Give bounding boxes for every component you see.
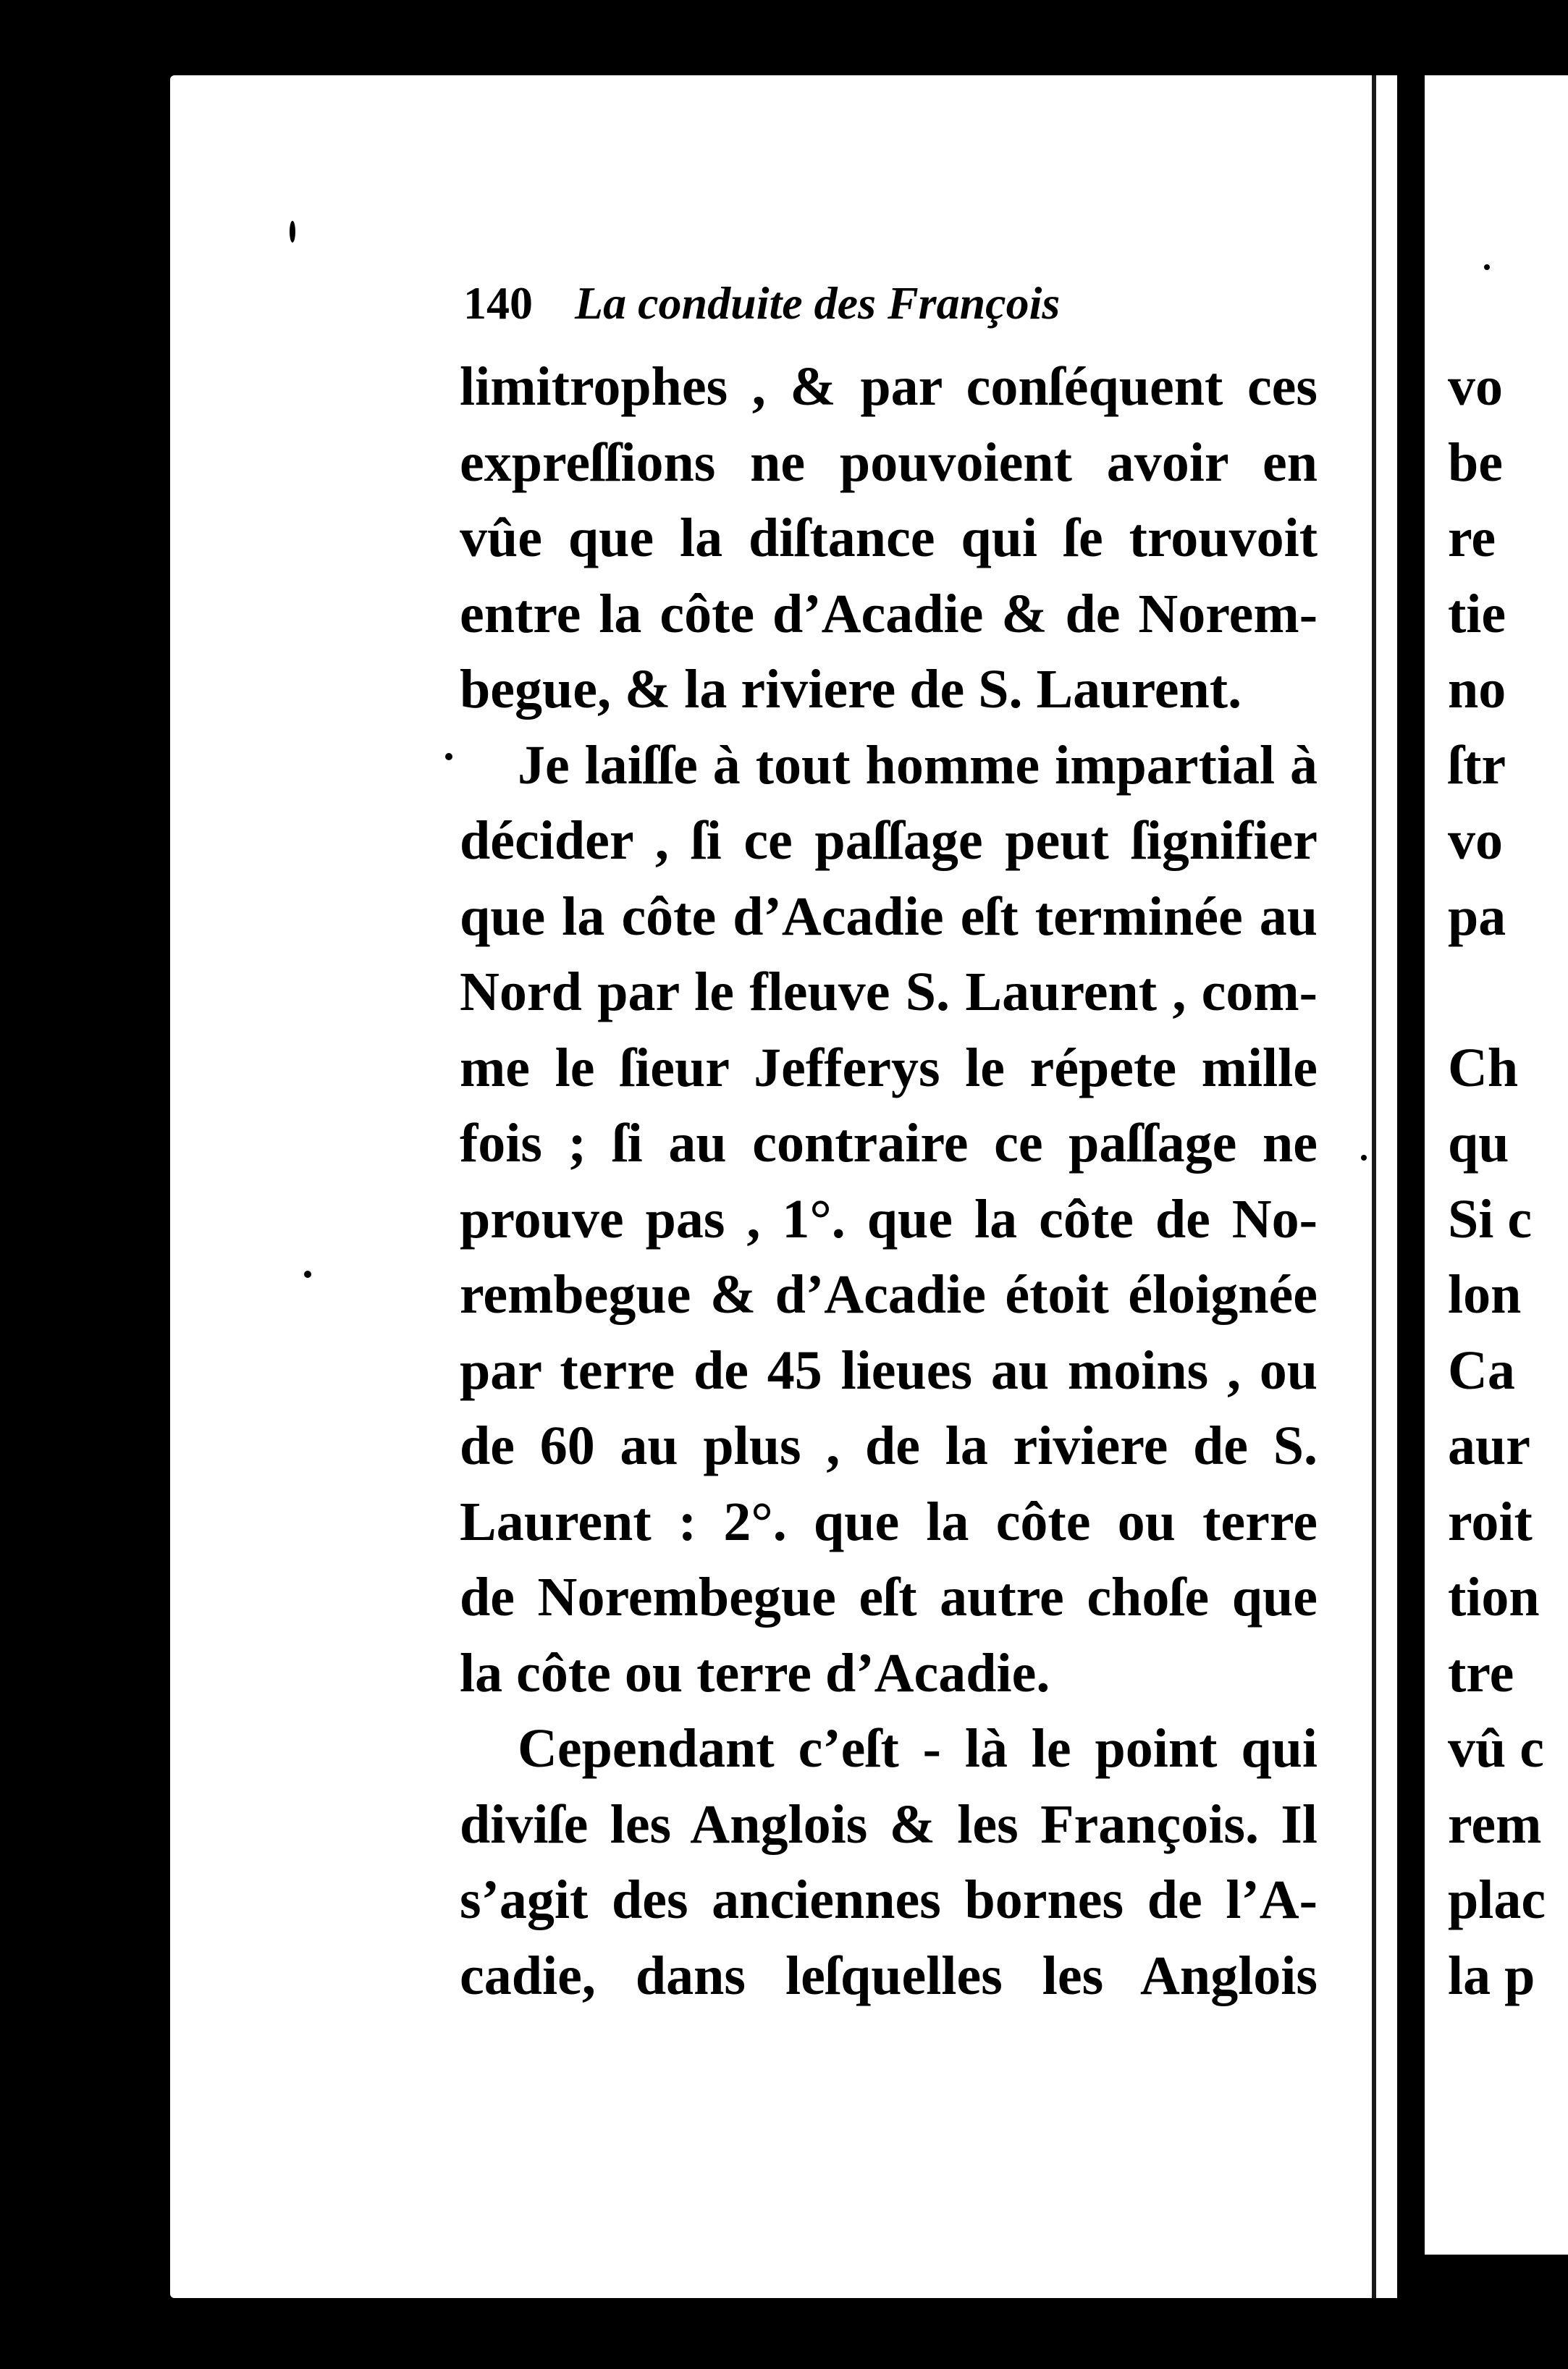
right-text-fragment: aur [1448, 1415, 1530, 1476]
text-line: limitrophes , & par conſéquent ces [460, 356, 1318, 417]
scan-speck [445, 753, 452, 760]
text-line: décider , ſi ce paſſage peut ſignifier [460, 810, 1318, 871]
right-text-fragment: re [1448, 508, 1496, 568]
right-text-fragment: Ca [1448, 1339, 1515, 1401]
text-line: cadie, dans leſquelles les Anglois [460, 1945, 1318, 2006]
text-line: Laurent : 2°. que la côte ou terre [460, 1491, 1318, 1552]
right-text-fragment: ſtr [1448, 734, 1506, 796]
right-text-fragment: la p [1448, 1945, 1535, 2006]
scan-speck [290, 221, 295, 243]
running-head [463, 277, 1060, 330]
text-line: rembegue & d’Acadie étoit éloignée [460, 1264, 1318, 1325]
text-line: de 60 au plus , de la riviere de S. [460, 1415, 1318, 1476]
right-text-fragment: Ch [1448, 1037, 1519, 1098]
text-line: s’agit des anciennes bornes de l’A- [460, 1869, 1318, 1930]
right-text-fragment: pa [1448, 885, 1506, 947]
text-line: la côte ou terre d’Acadie. [460, 1642, 1050, 1704]
text-line: par terre de 45 lieues au moins , ou [460, 1339, 1318, 1401]
right-text-fragment: be [1448, 432, 1503, 493]
right-text-fragment: vû c [1448, 1718, 1544, 1779]
text-line: entre la côte d’Acadie & de Norem- [460, 583, 1318, 644]
text-line: diviſe les Anglois & les François. Il [460, 1793, 1318, 1855]
text-line: Nord par le fleuve S. Laurent , com- [460, 962, 1318, 1022]
text-line: fois ; ſi au contraire ce paſſage ne [460, 1113, 1318, 1174]
page-gutter [1372, 75, 1376, 2298]
right-text-fragment: roit [1448, 1491, 1533, 1552]
right-text-fragment: tion [1448, 1567, 1540, 1628]
right-text-fragment: plac [1448, 1869, 1546, 1930]
text-line: begue, & la riviere de S. Laurent. [460, 659, 1242, 720]
right-text-fragment: Si c [1448, 1188, 1533, 1250]
text-line: de Norembegue eſt autre choſe que [460, 1567, 1318, 1628]
text-line: expreſſions ne pouvoient avoir en [460, 432, 1318, 493]
right-text-fragment: vo [1448, 810, 1503, 871]
right-text-fragment: vo [1448, 356, 1503, 417]
text-line: Je laiſſe à tout homme impartial à [518, 734, 1318, 796]
right-text-fragment: qu [1448, 1113, 1509, 1174]
right-text-fragment: lon [1448, 1264, 1522, 1325]
right-text-fragment: tie [1448, 583, 1506, 644]
text-line: que la côte d’Acadie eſt terminée au [460, 885, 1318, 947]
right-page-text [1448, 349, 1546, 2014]
text-line: prouve pas , 1°. que la côte de No- [460, 1188, 1318, 1250]
running-title: La conduite des François [575, 277, 1061, 329]
page-number: 140 [463, 277, 533, 329]
text-line: Cependant c’eſt - là le point qui [518, 1718, 1318, 1779]
right-text-fragment: no [1448, 659, 1506, 720]
text-line: me le ſieur Jefferys le répete mille [460, 1037, 1318, 1098]
right-text-fragment: rem [1448, 1793, 1542, 1855]
right-text-fragment: tre [1448, 1642, 1514, 1704]
scan-speck [1484, 264, 1490, 270]
scan-speck [1361, 1155, 1367, 1161]
body-text [460, 349, 1318, 2014]
text-line: vûe que la diſtance qui ſe trouvoit [460, 508, 1318, 568]
scan-speck [304, 1271, 311, 1278]
right-text-fragment [1448, 954, 1546, 1030]
